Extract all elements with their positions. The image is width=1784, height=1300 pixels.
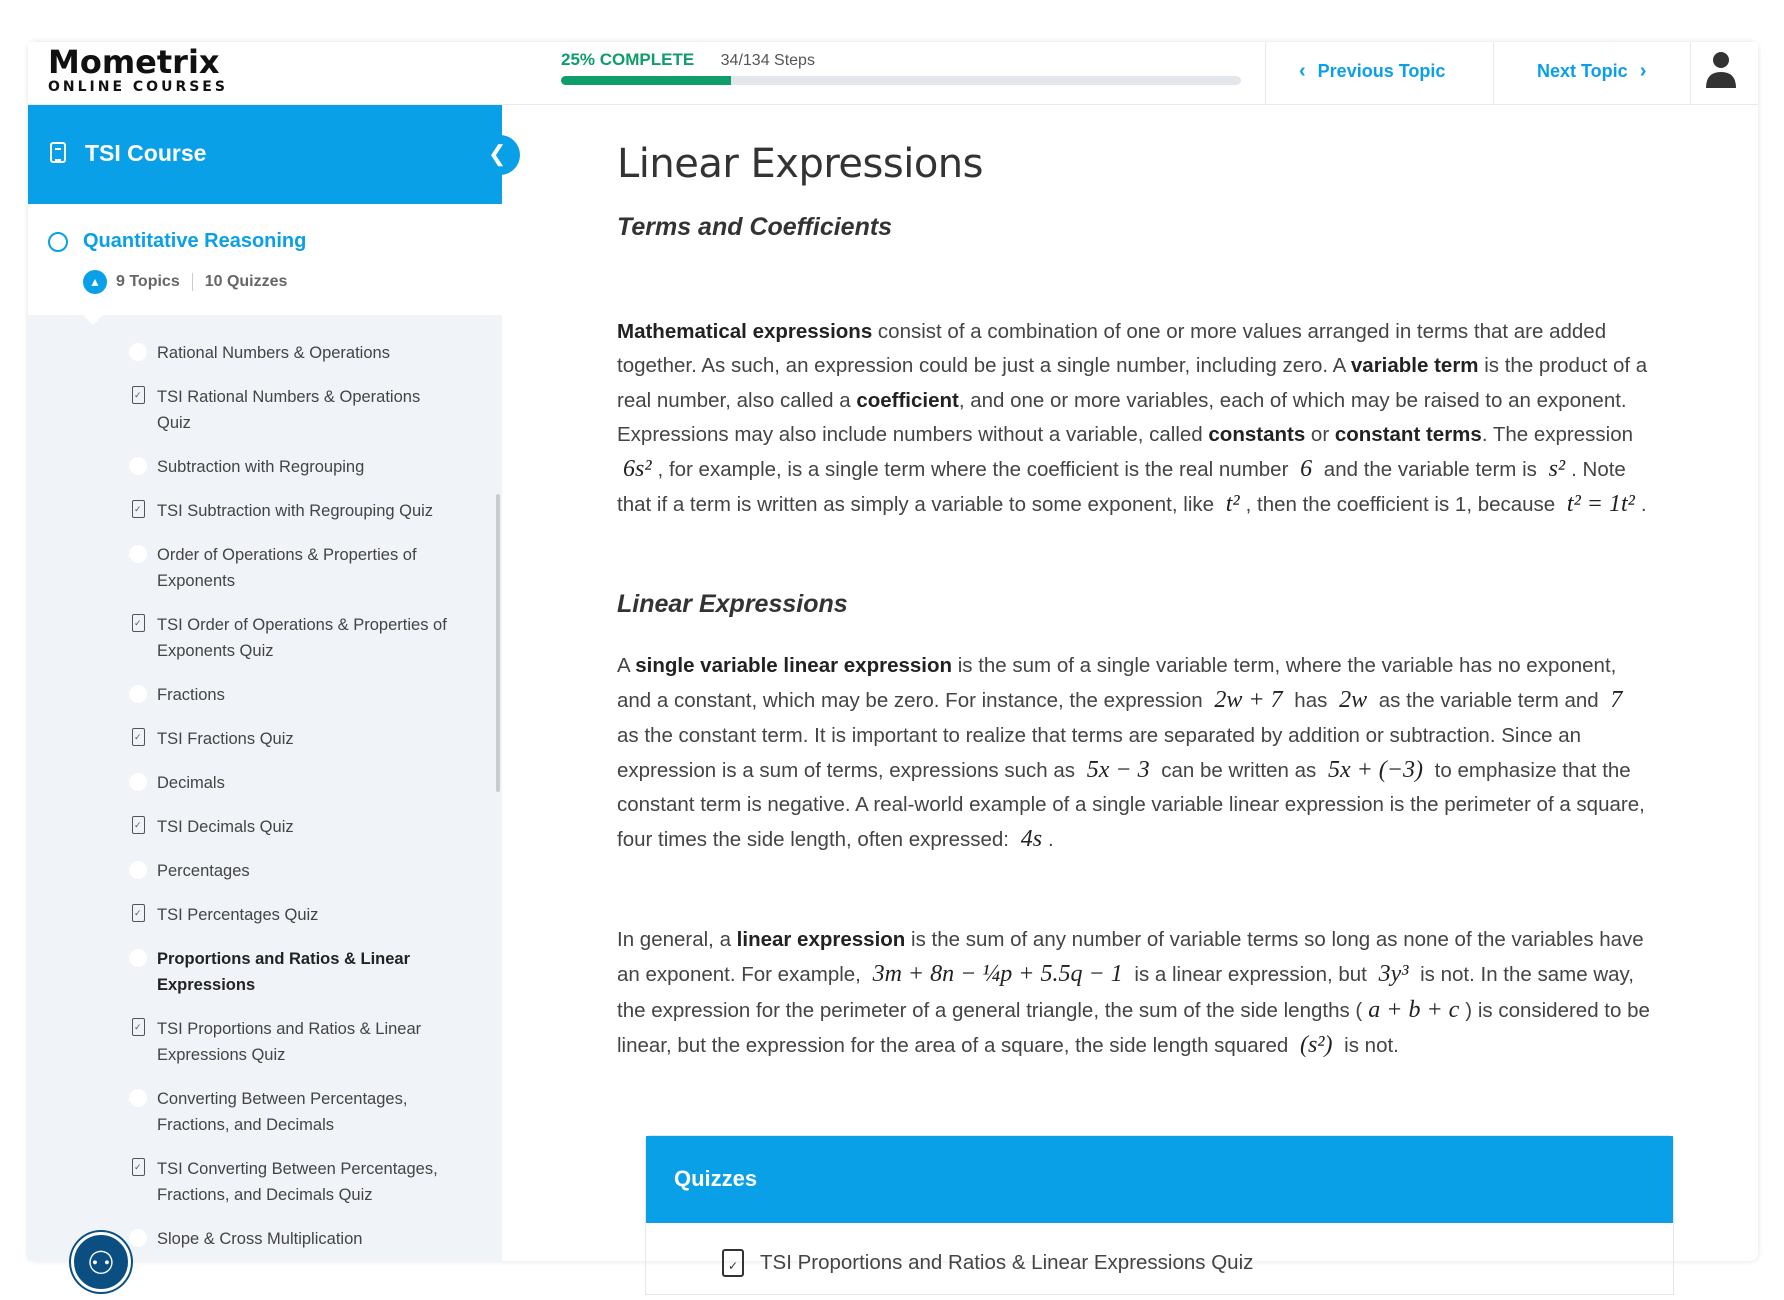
sidebar-quiz-item[interactable] (28, 384, 502, 436)
bold-term: constant terms (1334, 422, 1482, 446)
section-status-circle-icon (48, 232, 68, 252)
sidebar-quiz-item[interactable] (28, 726, 502, 752)
next-topic-button[interactable] (1537, 60, 1658, 83)
math-expression: 7 (1610, 687, 1623, 714)
math-expression: t² = 1t² (1566, 491, 1635, 518)
divider (1690, 42, 1691, 105)
sidebar-item-label: Fractions (157, 686, 225, 704)
progress-steps: 34/134 Steps (720, 52, 815, 69)
math-expression: 2w + 7 (1214, 687, 1283, 714)
sidebar-quiz-item[interactable] (28, 498, 502, 524)
page-title: Linear Expressions (617, 141, 983, 187)
sidebar-quiz-item[interactable] (28, 1156, 502, 1208)
chevron-left-icon: ‹ (1299, 60, 1306, 82)
sidebar-item-label: Rational Numbers & Operations (157, 344, 390, 362)
bold-term: variable term (1350, 354, 1479, 378)
quiz-clipboard-icon (132, 816, 145, 834)
sidebar-item-label: Proportions and Ratios & Linear Expressions (157, 950, 411, 994)
logo-brand: Mometrix (48, 43, 220, 81)
status-circle-icon (129, 861, 147, 879)
sidebar-topic-item[interactable] (28, 770, 502, 796)
lesson-list (28, 315, 502, 1261)
text-run: , and one or more variables, each of which may be raised to an exponent. Expressions may also include numbers without a variable, called (617, 388, 1627, 446)
divider (192, 273, 193, 291)
section-quantitative-reasoning[interactable] (28, 204, 502, 315)
chevron-up-icon[interactable]: ▲ (83, 270, 107, 294)
mometrix-logo[interactable] (48, 43, 228, 95)
collapse-sidebar-button[interactable]: ❮ (480, 135, 520, 175)
previous-topic-label: Previous Topic (1317, 61, 1446, 81)
logo-subtitle: ONLINE COURSES (48, 79, 228, 95)
text-run: consist of a combination of one or more values arranged in terms that are added together. As such, an expression could be just a single number, including zero. A (617, 320, 1607, 378)
section-name[interactable]: Quantitative Reasoning (83, 230, 307, 252)
sidebar-item-label: TSI Converting Between Percentages, Fractions, and Decimals Quiz (157, 1160, 438, 1204)
quiz-link-label: TSI Proportions and Ratios & Linear Expressions Quiz (760, 1251, 1254, 1274)
sidebar-item-label: Order of Operations & Properties of Exponents (157, 546, 417, 590)
sidebar-item-label: TSI Decimals Quiz (157, 818, 294, 836)
math-expression: 3m + 8n − ¼p + 5.5q − 1 (872, 961, 1123, 988)
text-run: . The expression (1481, 422, 1633, 446)
status-circle-icon (129, 773, 147, 791)
status-circle-icon (129, 545, 147, 563)
text-run: . (1640, 493, 1647, 517)
sidebar-item-label: TSI Subtraction with Regrouping Quiz (157, 502, 434, 520)
text-run: to emphasize that the constant term is negative. A real-world example of a single variable linear expression is the perimeter of a square, four times the side length, often expressed: (617, 758, 1645, 852)
bold-term: single variable linear expression (635, 654, 953, 677)
text-run: is the product of a real number, also called a (617, 354, 1648, 412)
top-header (28, 42, 1758, 105)
sidebar-quiz-item[interactable] (28, 1016, 502, 1068)
quiz-clipboard-icon (132, 1018, 145, 1036)
heading-terms-and-coefficients: Terms and Coefficients (617, 213, 893, 241)
sidebar-item-label: TSI Proportions and Ratios & Linear Expressions Quiz (157, 1020, 422, 1064)
sidebar-quiz-item[interactable] (28, 902, 502, 928)
topics-count: 9 Topics (116, 273, 180, 290)
quiz-clipboard-icon (132, 1158, 145, 1176)
divider (1265, 42, 1266, 105)
math-expression: (s²) (1299, 1031, 1333, 1058)
bold-term: coefficient (856, 388, 959, 412)
text-run: , then the coefficient is 1, because (1245, 493, 1561, 517)
text-run: , for example, is a single term where the coefficient is the real number (657, 458, 1295, 482)
quiz-clipboard-icon (132, 614, 145, 632)
progress-bar-fill (561, 76, 731, 85)
quiz-clipboard-icon (132, 386, 145, 404)
section-meta (83, 270, 287, 294)
sidebar-quiz-item[interactable] (28, 612, 502, 664)
sidebar-item-label: Decimals (157, 774, 225, 792)
sidebar-quiz-item[interactable] (28, 814, 502, 840)
status-circle-icon (129, 343, 147, 361)
next-topic-label: Next Topic (1537, 61, 1628, 81)
quiz-clipboard-icon (132, 904, 145, 922)
quiz-clipboard-icon (132, 500, 145, 518)
text-run: and the variable term is (1318, 458, 1543, 482)
chevron-right-icon: › (1639, 60, 1647, 82)
paragraph-terms (617, 315, 1651, 523)
course-title[interactable]: TSI Course (85, 140, 207, 166)
math-expression: 6s² (623, 456, 652, 483)
text-run: as the constant term. It is important to realize that terms are separated by addition or subtraction. Since an expression is a sum of terms, expressions such as (617, 723, 1581, 782)
bold-term: linear expression (736, 928, 906, 951)
sidebar-topic-item[interactable] (28, 454, 502, 480)
bold-term: constants (1208, 422, 1306, 446)
paragraph-general (617, 923, 1651, 1063)
math-expression: a + b + c (1368, 996, 1460, 1023)
sidebar-topic-item[interactable] (28, 542, 502, 594)
progress-bar (561, 76, 1241, 85)
sidebar-header (28, 105, 507, 204)
status-circle-icon (129, 685, 147, 703)
text-run: is not. In the same way, the expression for the perimeter of a general triangle, the sum of the side lengths ( (617, 963, 1634, 1022)
math-expression: 5x + (−3) (1327, 756, 1423, 783)
course-book-icon (50, 142, 66, 163)
lesson-content (617, 105, 1758, 1274)
sidebar-scrollbar[interactable] (496, 494, 500, 792)
user-account-icon[interactable] (1704, 50, 1738, 90)
text-run: or (1305, 422, 1335, 446)
sidebar-item-label: TSI Order of Operations & Properties of Exponents Quiz (157, 616, 447, 660)
math-expression: 2w (1339, 687, 1368, 714)
course-sidebar (28, 105, 507, 1261)
sidebar-item-label: Converting Between Percentages, Fractions, and Decimals (157, 1090, 408, 1134)
text-run: can be written as (1155, 758, 1322, 782)
sidebar-topic-item[interactable] (28, 682, 502, 708)
divider (1493, 42, 1494, 105)
math-expression: s² (1548, 456, 1566, 483)
sidebar-topic-item[interactable] (28, 1086, 502, 1138)
quiz-clipboard-icon (722, 1249, 744, 1277)
text-run: has (1288, 689, 1334, 713)
heading-linear-expressions: Linear Expressions (617, 590, 848, 618)
bold-term: Mathematical expressions (617, 320, 873, 343)
progress-percent-label: 25% COMPLETE (561, 50, 695, 69)
sidebar-topic-item[interactable] (28, 340, 502, 366)
quizzes-panel (645, 1135, 1674, 1295)
math-expression: t² (1225, 491, 1240, 518)
quizzes-header: Quizzes (646, 1136, 1673, 1223)
text-run: ) is considered to be linear, but the expression for the area of a square, the side length squared (617, 998, 1650, 1057)
status-circle-icon (129, 1089, 147, 1107)
text-run: . Note that if a term is written as simply a variable to some exponent, like (617, 458, 1626, 517)
sidebar-item-label: Slope & Cross Multiplication (157, 1230, 363, 1248)
sidebar-topic-item[interactable] (28, 946, 502, 998)
sidebar-item-label: TSI Fractions Quiz (157, 730, 294, 748)
math-expression: 3y³ (1378, 961, 1409, 988)
status-circle-icon (129, 457, 147, 475)
sidebar-item-label: TSI Percentages Quiz (157, 906, 319, 924)
text-run: as the variable term and (1373, 689, 1605, 713)
text-run: A (617, 654, 636, 677)
app-frame (28, 42, 1758, 1281)
quiz-clipboard-icon (132, 728, 145, 746)
previous-topic-button[interactable] (1287, 60, 1445, 83)
accessibility-button[interactable] (71, 1232, 131, 1292)
sidebar-item-label: Subtraction with Regrouping (157, 458, 365, 476)
text-run: . (1048, 828, 1054, 852)
sidebar-topic-item[interactable] (28, 858, 502, 884)
paragraph-single-variable (617, 649, 1651, 858)
text-run: is not. (1338, 1033, 1399, 1057)
quizzes-count: 10 Quizzes (204, 273, 288, 290)
math-expression: 5x − 3 (1086, 756, 1150, 783)
text-run: In general, a (617, 928, 737, 951)
sidebar-item-label: Percentages (157, 862, 250, 880)
text-run: is the sum of any number of variable terms so long as none of the variables have an exponent. For example, (617, 928, 1644, 987)
status-circle-icon (129, 1229, 147, 1247)
accessibility-icon: ⚇ (86, 1245, 116, 1281)
quiz-link[interactable] (722, 1251, 1253, 1275)
sidebar-item-label: TSI Rational Numbers & Operations Quiz (157, 388, 421, 432)
course-progress (561, 50, 1241, 85)
text-run: is a linear expression, but (1128, 963, 1373, 987)
text-run: is the sum of a single variable term, where the variable has no exponent, and a constant, which may be zero. For instance, the expression (617, 654, 1617, 713)
math-expression: 4s (1020, 826, 1043, 853)
status-circle-icon (129, 949, 147, 967)
math-expression: 6 (1300, 456, 1313, 483)
